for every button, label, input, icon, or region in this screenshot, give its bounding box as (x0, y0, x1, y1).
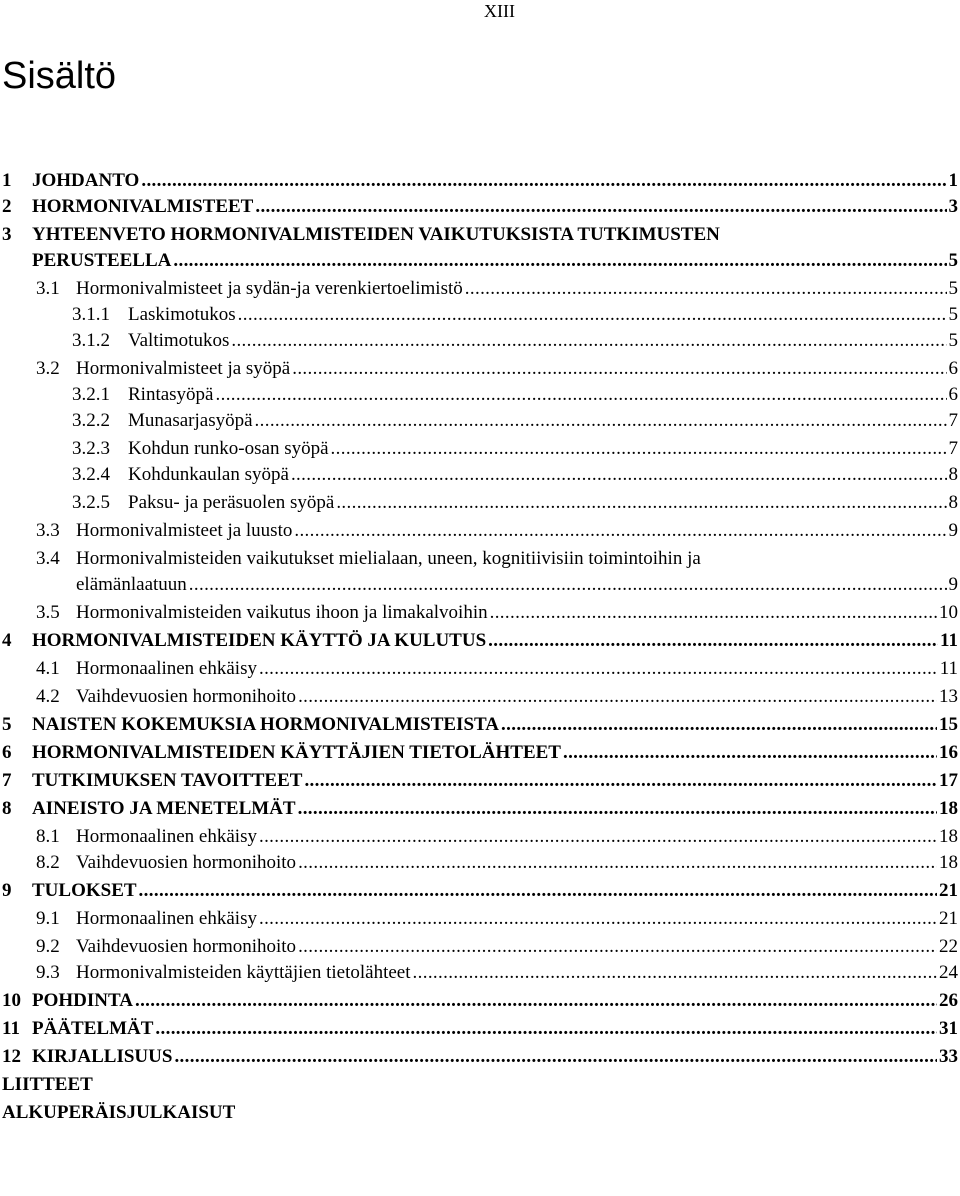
toc-entry-number: 4.2 (36, 686, 60, 707)
toc-entry[interactable] (0, 906, 958, 932)
toc-entry-page: 17 (939, 770, 958, 791)
dot-leader (298, 934, 937, 960)
toc-entry-title: Hormonivalmisteiden vaikutukset mielialaan, uneen, kognitiivisiin toimintoihin ja (76, 548, 701, 569)
dot-leader (501, 712, 937, 738)
toc-entry-title: Hormonivalmisteet ja luusto (76, 520, 293, 541)
toc-entry-title: Paksu- ja peräsuolen syöpä (128, 492, 335, 513)
toc-entry-title: Hormonaalinen ehkäisy (76, 826, 257, 847)
toc-entry[interactable] (0, 222, 958, 248)
toc-entry[interactable] (0, 960, 958, 986)
dot-leader (255, 408, 947, 434)
toc-entry-title: Vaihdevuosien hormonihoito (76, 936, 297, 957)
toc-entry-page: 8 (948, 492, 958, 513)
dot-leader (304, 768, 937, 794)
toc-entry-number: 9.3 (36, 962, 60, 983)
toc-entry-number: 3.1 (36, 278, 60, 299)
toc-entry[interactable] (0, 356, 958, 382)
toc-entry-number: 4.1 (36, 658, 60, 679)
toc-entry-number: 3.2.4 (72, 464, 110, 485)
toc-entry-page: 22 (939, 936, 958, 957)
toc-entry-title: Laskimotukos (128, 304, 236, 325)
toc-entry[interactable] (0, 490, 958, 516)
toc-entry-number: 1 (2, 170, 12, 191)
toc-entry-title: Hormonaalinen ehkäisy (76, 658, 257, 679)
dot-leader (488, 628, 938, 654)
toc-entry[interactable] (0, 684, 958, 710)
toc-entry-page: 6 (948, 358, 958, 379)
toc-entry[interactable] (0, 1016, 958, 1042)
toc-entry[interactable] (0, 546, 958, 572)
toc-entry[interactable] (0, 878, 958, 904)
toc-entry-title: Rintasyöpä (128, 384, 214, 405)
toc-entry-page: 21 (939, 880, 958, 901)
toc-entry-title: Hormonivalmisteiden käyttäjien tietolähteet (76, 962, 411, 983)
toc-entry-title: Valtimotukos (128, 330, 230, 351)
toc-entry-title: PERUSTEELLA (32, 250, 172, 271)
toc-entry-title: KIRJALLISUUS (32, 1046, 173, 1067)
toc-entry-title: NAISTEN KOKEMUKSIA HORMONIVALMISTEISTA (32, 714, 500, 735)
toc-entry-number: 3.2 (36, 358, 60, 379)
toc-entry-page: 18 (939, 826, 958, 847)
toc-entry-page: 11 (940, 630, 958, 651)
toc-entry-number: 9.2 (36, 936, 60, 957)
dot-leader (563, 740, 937, 766)
toc-entry-number: 3.1.2 (72, 330, 110, 351)
toc-entry[interactable] (0, 796, 958, 822)
toc-entry-number: 8.2 (36, 852, 60, 873)
toc-entry[interactable] (0, 194, 958, 220)
toc-entry-number: 3.2.5 (72, 492, 110, 513)
toc-entry[interactable] (0, 712, 958, 738)
toc-entry-title: Munasarjasyöpä (128, 410, 253, 431)
dot-leader (259, 906, 937, 932)
toc-entry[interactable] (0, 600, 958, 626)
toc-entry[interactable] (0, 1044, 958, 1070)
toc-entry-page: 18 (939, 798, 958, 819)
toc-entry-title: Hormonaalinen ehkäisy (76, 908, 257, 929)
dot-leader (413, 960, 937, 986)
toc-entry[interactable] (0, 302, 958, 328)
toc-entry-page: 15 (939, 714, 958, 735)
toc-entry-number: 7 (2, 770, 12, 791)
toc-entry-title: TULOKSET (32, 880, 137, 901)
toc-entry-number: 3.1.1 (72, 304, 110, 325)
toc-entry[interactable] (0, 572, 958, 598)
toc-entry-page: 5 (948, 304, 958, 325)
toc-entry-title: YHTEENVETO HORMONIVALMISTEIDEN VAIKUTUKSISTA TUTKIMUSTEN (32, 224, 720, 245)
dot-leader (173, 248, 946, 274)
toc-entry[interactable] (0, 276, 958, 302)
dot-leader (255, 194, 946, 220)
toc-entry[interactable] (0, 168, 958, 194)
toc-entry-number: 11 (2, 1018, 20, 1039)
dot-leader (294, 518, 946, 544)
toc-entry-page: 16 (939, 742, 958, 763)
toc-entry-title: Kohdun runko-osan syöpä (128, 438, 329, 459)
toc-entry-title: Hormonivalmisteet ja sydän-ja verenkiertoelimistö (76, 278, 463, 299)
toc-entry-title: JOHDANTO (32, 170, 140, 191)
toc-entry-title: HORMONIVALMISTEIDEN KÄYTTÄJIEN TIETOLÄHTEET (32, 742, 561, 763)
dot-leader (292, 356, 946, 382)
toc-entry-page: 13 (939, 686, 958, 707)
toc-entry-title: POHDINTA (32, 990, 133, 1011)
dot-leader (259, 824, 937, 850)
toc-entry-title: Kohdunkaulan syöpä (128, 464, 289, 485)
page-number: XIII (484, 1, 515, 21)
toc-entry-title: HORMONIVALMISTEET (32, 196, 254, 217)
toc-entry-number: 4 (2, 630, 12, 651)
toc-entry[interactable] (0, 628, 958, 654)
toc-entry[interactable] (0, 1072, 958, 1098)
toc-entry-page: 7 (948, 438, 958, 459)
dot-leader (189, 572, 947, 598)
dot-leader (465, 276, 947, 302)
toc-entry[interactable] (0, 850, 958, 876)
toc-entry-title: Vaihdevuosien hormonihoito (76, 852, 297, 873)
toc-entry[interactable] (0, 328, 958, 354)
toc-entry-number: 6 (2, 742, 12, 763)
toc-entry-title: LIITTEET (2, 1074, 93, 1095)
dot-leader (141, 168, 946, 194)
toc-entry-number: 10 (2, 990, 21, 1011)
dot-leader (174, 1044, 937, 1070)
toc-entry-number: 3 (2, 224, 12, 245)
toc-entry-number: 8 (2, 798, 12, 819)
toc-entry-title: Hormonivalmisteet ja syöpä (76, 358, 291, 379)
toc-entry[interactable] (0, 740, 958, 766)
toc-entry-title: ALKUPERÄISJULKAISUT (2, 1102, 236, 1123)
toc-entry-page: 21 (939, 908, 958, 929)
toc-entry[interactable] (0, 768, 958, 794)
toc-entry-page: 31 (939, 1018, 958, 1039)
toc-entry-page: 5 (948, 330, 958, 351)
toc-entry-title: PÄÄTELMÄT (32, 1018, 154, 1039)
dot-leader (238, 302, 947, 328)
dot-leader (298, 796, 937, 822)
toc-entry-page: 24 (939, 962, 958, 983)
toc-entry-number: 3.5 (36, 602, 60, 623)
toc-entry-number: 3.2.3 (72, 438, 110, 459)
toc-entry-title: AINEISTO JA MENETELMÄT (32, 798, 296, 819)
toc-entry-page: 5 (948, 250, 958, 271)
toc-entry-page: 9 (948, 574, 958, 595)
toc-entry-number: 3.2.1 (72, 384, 110, 405)
dot-leader (490, 600, 937, 626)
toc-entry-number: 2 (2, 196, 12, 217)
dot-leader (216, 382, 947, 408)
toc-entry[interactable] (0, 824, 958, 850)
toc-entry-title: Vaihdevuosien hormonihoito (76, 686, 297, 707)
toc-entry-page: 6 (948, 384, 958, 405)
dot-leader (135, 988, 937, 1014)
toc-entry-page: 1 (948, 170, 958, 191)
dot-leader (291, 462, 947, 488)
toc-entry-number: 12 (2, 1046, 21, 1067)
toc-entry-page: 18 (939, 852, 958, 873)
dot-leader (259, 656, 938, 682)
toc-entry-page: 10 (939, 602, 958, 623)
toc-entry-number: 9.1 (36, 908, 60, 929)
toc-entry[interactable] (0, 934, 958, 960)
toc-entry-title: Hormonivalmisteiden vaikutus ihoon ja limakalvoihin (76, 602, 488, 623)
toc-entry-page: 11 (939, 658, 958, 679)
toc-entry[interactable] (0, 1100, 958, 1126)
toc-entry[interactable] (0, 656, 958, 682)
dot-leader (331, 436, 947, 462)
toc-entry-page: 9 (948, 520, 958, 541)
toc-entry[interactable] (0, 988, 958, 1014)
toc-entry-number: 9 (2, 880, 12, 901)
toc-entry-number: 8.1 (36, 826, 60, 847)
toc-entry[interactable] (0, 408, 958, 434)
dot-leader (231, 328, 946, 354)
dot-leader (298, 684, 937, 710)
toc-entry-page: 26 (939, 990, 958, 1011)
dot-leader (139, 878, 937, 904)
toc-entry-number: 3.2.2 (72, 410, 110, 431)
dot-leader (336, 490, 946, 516)
dot-leader (155, 1016, 937, 1042)
toc-entry-page: 5 (948, 278, 958, 299)
toc-entry-title: elämänlaatuun (76, 574, 187, 595)
toc-entry[interactable] (0, 436, 958, 462)
toc-entry[interactable] (0, 518, 958, 544)
toc-entry-page: 33 (939, 1046, 958, 1067)
page-title: Sisältö (2, 55, 117, 97)
toc-entry-number: 3.4 (36, 548, 60, 569)
toc-entry-number: 5 (2, 714, 12, 735)
toc-entry[interactable] (0, 382, 958, 408)
toc-entry-title: HORMONIVALMISTEIDEN KÄYTTÖ JA KULUTUS (32, 630, 487, 651)
dot-leader (298, 850, 937, 876)
toc-entry-page: 7 (948, 410, 958, 431)
toc-entry[interactable] (0, 462, 958, 488)
toc-entry-number: 3.3 (36, 520, 60, 541)
toc-entry-title: TUTKIMUKSEN TAVOITTEET (32, 770, 303, 791)
toc-entry-page: 8 (948, 464, 958, 485)
toc-entry[interactable] (0, 248, 958, 274)
toc-entry-page: 3 (948, 196, 958, 217)
